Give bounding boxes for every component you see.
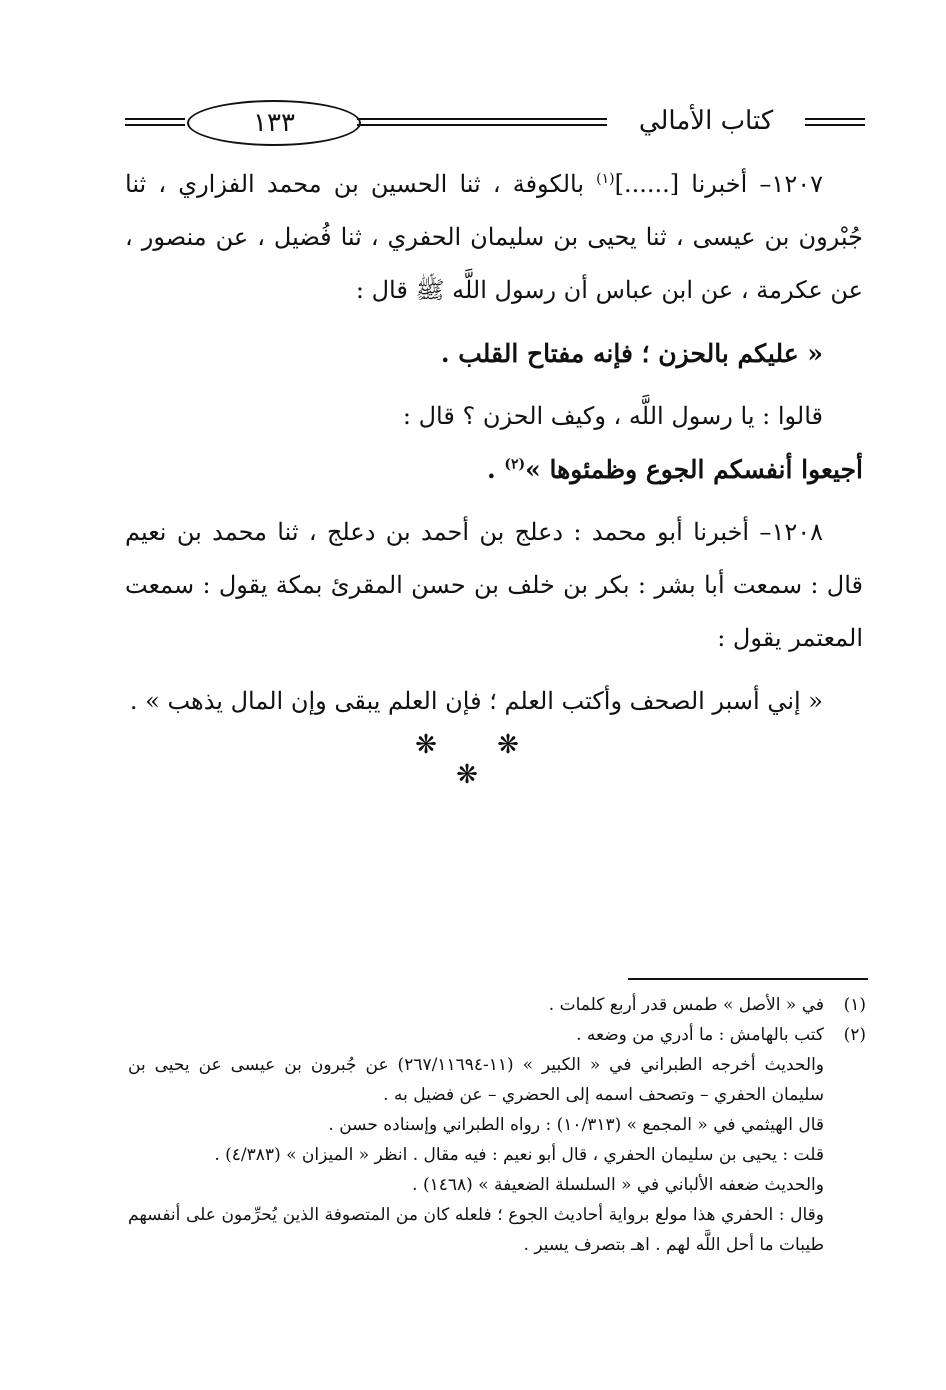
header-rule-middle [357, 118, 607, 126]
page-header [125, 98, 865, 152]
footnote-marker-2: (٢) [504, 456, 526, 473]
footnote-marker-1: (١) [596, 171, 615, 187]
footnote-2-comment: قلت : يحيى بن سليمان الحفري ، قال أبو نعيم : فيه مقال . انظر « الميزان » (٤/٣٨٣) . [214, 1145, 824, 1165]
footnote-number: (٢) [843, 1025, 866, 1045]
header-rule-right [805, 118, 865, 126]
footnote-2-remark: وقال : الحفري هذا مولع برواية أحاديث الجوع ؛ فلعله كان من المتصوفة الذين يُحرِّمون على أنفسهم طيبات ما أحل اللَّه لهم . اهـ بتصرف يسير . [128, 1205, 824, 1255]
footnote-separator [628, 978, 868, 980]
main-text [125, 158, 863, 728]
footnotes [128, 990, 866, 1260]
footnote-2 [128, 1020, 866, 1050]
section-divider-stars: ❋ ❋ ❋ [415, 730, 545, 790]
footnote-text: كتب بالهامش : ما أدري من وضعه . [576, 1025, 824, 1045]
companions-question: قالوا : يا رسول اللَّه ، وكيف الحزن ؟ قال : [402, 402, 823, 430]
footnote-2-haythami: قال الهيثمي في « المجمع » (١٠/٣١٣) : رواه الطبراني وإسناده حسن . [328, 1115, 824, 1135]
page-number: ١٣٣ [187, 100, 361, 146]
footnote-number: (١) [843, 995, 866, 1015]
hadith-text-1: « عليكم بالحزن ؛ فإنه مفتاح القلب . [440, 339, 823, 368]
footnote-2-albani: والحديث ضعفه الألباني في « السلسلة الضعيفة » (١٤٦٨) . [412, 1175, 824, 1195]
paragraph-1208: ١٢٠٨– أخبرنا أبو محمد : دعلج بن أحمد بن دعلج ، ثنا محمد بن نعيم قال : سمعت أبا بشر : بكر بن خلف بن حسن المقرئ بمكة يقول : سمعت المعتمر يقول : [125, 518, 864, 652]
footnote-text: في « الأصل » طمس قدر أربع كلمات . [548, 995, 824, 1015]
hadith-text-2: أجيعوا أنفسكم الجوع وظمئوها »$^{(٢)}$ . [486, 455, 863, 484]
header-rule-left [125, 118, 185, 126]
mutamir-quote: « إني أسبر الصحف وأكتب العلم ؛ فإن العلم يبقى وإن المال يذهب » . [129, 687, 823, 715]
footnote-1 [128, 990, 866, 1020]
footnote-2-takhrij: والحديث أخرجه الطبراني في « الكبير » (١١-٢٦٧/١١٦٩٤) عن جُبرون بن عيسى عن يحيى بن سليمان الحفري – وتصحف اسمه إلى الحضري – عن فضيل به . [128, 1055, 824, 1105]
book-title: كتاب الأمالي [638, 106, 774, 136]
paragraph-1207: ١٢٠٧– أخبرنا [......]$^{(١)}$ بالكوفة ، ثنا الحسين بن محمد الفزاري ، ثنا جُبْرون بن عيسى ، ثنا يحيى بن سليمان الحفري ، ثنا فُضيل ، عن منصور ، عن عكرمة ، عن ابن عباس أن رسول اللَّه ﷺ قال : [125, 170, 864, 304]
